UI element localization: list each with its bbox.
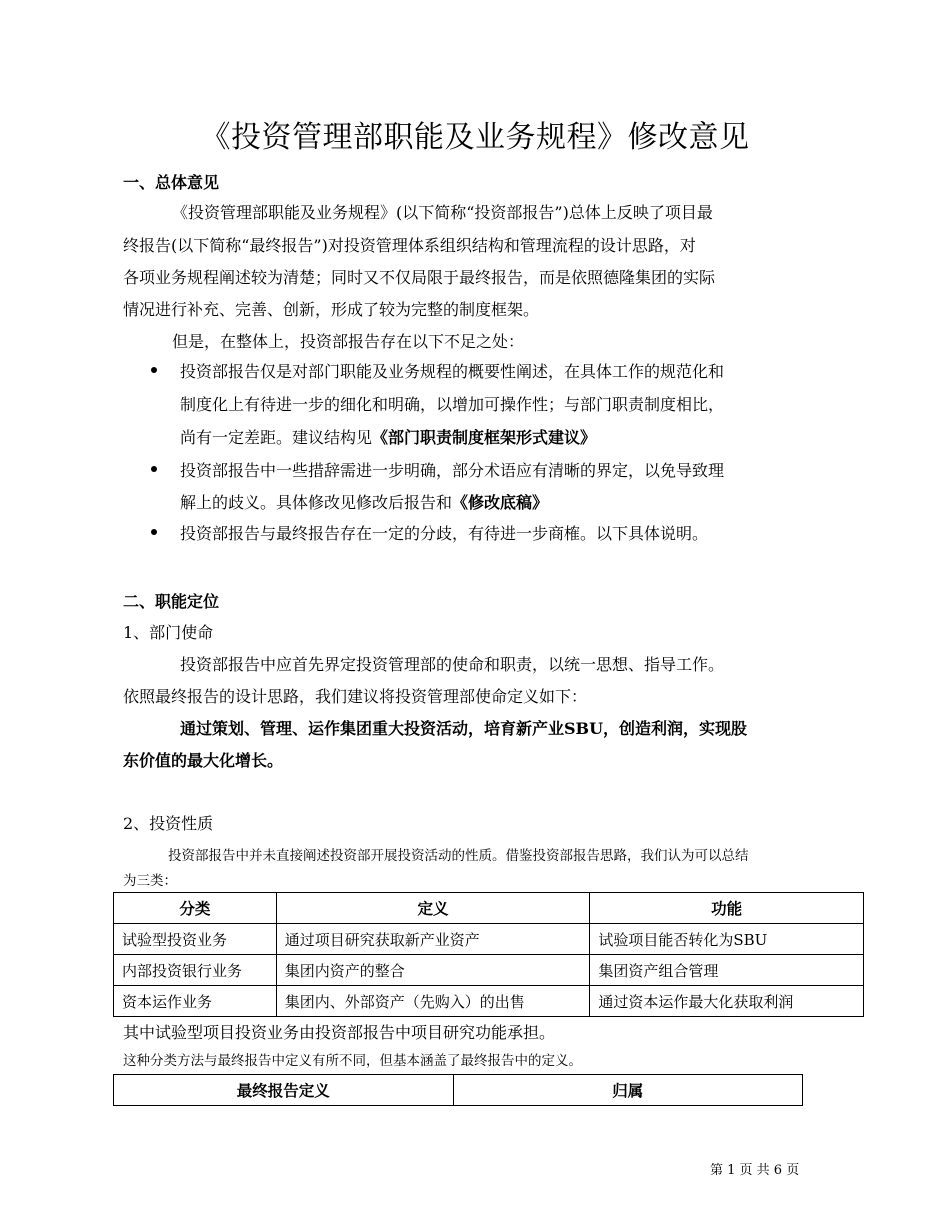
bullet3-line1: 投资部报告与最终报告存在一定的分歧，有待进一步商榷。以下具体说明。 (180, 524, 709, 543)
table-cell: 集团内、外部资产（先购入）的出售 (276, 986, 590, 1017)
table-header-row (114, 893, 864, 924)
table-cell: 通过项目研究获取新产业资产 (276, 924, 590, 955)
para1-line2: 终报告(以下简称“最终报告”)对投资管理体系组织结构和管理流程的设计思路，对 (123, 236, 696, 255)
bullet1-emph: 《部门职责制度框架形式建议》 (372, 428, 597, 447)
table-cell: 通过资本运作最大化获取利润 (590, 986, 864, 1017)
bullet1-line3: 尚有一定差距。建议结构见《部门职责制度框架形式建议》 (180, 428, 597, 447)
definition-table (113, 1074, 803, 1106)
nature-line2: 为三类： (123, 873, 177, 889)
mission-bold-line1: 通过策划、管理、运作集团重大投资活动，培育新产业SBU，创造利润，实现股 (180, 719, 748, 738)
table-cell: 试验型投资业务 (114, 924, 277, 955)
table-header: 分类 (114, 893, 277, 924)
section2-heading: 二、职能定位 (123, 592, 220, 611)
after-table-text: 其中试验型项目投资业务由投资部报告中项目研究功能承担。 (123, 1023, 556, 1042)
nature-line1: 投资部报告中并未直接阐述投资部开展投资活动的性质。借鉴投资部报告思路，我们认为可以总结 (168, 848, 749, 864)
bullet-dot-2 (151, 466, 157, 472)
table-cell: 集团内资产的整合 (276, 955, 590, 986)
table-cell: 试验项目能否转化为SBU (590, 924, 864, 955)
section1-heading: 一、总体意见 (123, 173, 220, 192)
bullet2-line2: 解上的歧义。具体修改见修改后报告和《修改底稿》 (180, 493, 549, 512)
bullet-dot-1 (151, 367, 157, 373)
bullet2-emph: 《修改底稿》 (452, 493, 549, 512)
table-header: 功能 (590, 893, 864, 924)
sub2-heading: 2、投资性质 (123, 814, 214, 833)
bullet2-line1: 投资部报告中一些措辞需进一步明确，部分术语应有清晰的界定，以免导致理 (180, 461, 725, 480)
table-row (114, 955, 864, 986)
page-title: 《投资管理部职能及业务规程》修改意见 (200, 120, 750, 155)
table-cell: 内部投资银行业务 (114, 955, 277, 986)
sub1-heading: 1、部门使命 (123, 623, 214, 642)
table-row (114, 924, 864, 955)
table-row (114, 986, 864, 1017)
mission-bold-line2: 东价值的最大化增长。 (123, 751, 284, 770)
mission-line1: 投资部报告中应首先界定投资管理部的使命和职责，以统一思想、指导工作。 (180, 655, 725, 674)
table-header: 归属 (453, 1075, 803, 1106)
table-cell: 集团资产组合管理 (590, 955, 864, 986)
para1-line3: 各项业务规程阐述较为清楚；同时又不仅局限于最终报告，而是依照德隆集团的实际 (123, 268, 716, 287)
bullet-dot-3 (151, 529, 157, 535)
bullet1-line2: 制度化上有待进一步的细化和明确，以增加可操作性；与部门职责制度相比， (180, 395, 725, 414)
table-header: 最终报告定义 (114, 1075, 454, 1106)
table-cell: 资本运作业务 (114, 986, 277, 1017)
para1-line1: 《投资管理部职能及业务规程》(以下简称“投资部报告”)总体上反映了项目最 (172, 203, 713, 222)
bullet1-line1: 投资部报告仅是对部门职能及业务规程的概要性阐述，在具体工作的规范化和 (180, 362, 725, 381)
classification-table (113, 892, 864, 1017)
table-header: 定义 (276, 893, 590, 924)
page-footer: 第 1 页 共 6 页 (710, 1163, 800, 1178)
para1-line4: 情况进行补充、完善、创新，形成了较为完整的制度框架。 (123, 300, 540, 319)
para2: 但是，在整体上，投资部报告存在以下不足之处： (172, 332, 525, 351)
table-header-row (114, 1075, 803, 1106)
classification-note: 这种分类方法与最终报告中定义有所不同，但基本涵盖了最终报告中的定义。 (123, 1053, 582, 1069)
mission-line2: 依照最终报告的设计思路，我们建议将投资管理部使命定义如下： (123, 687, 588, 706)
